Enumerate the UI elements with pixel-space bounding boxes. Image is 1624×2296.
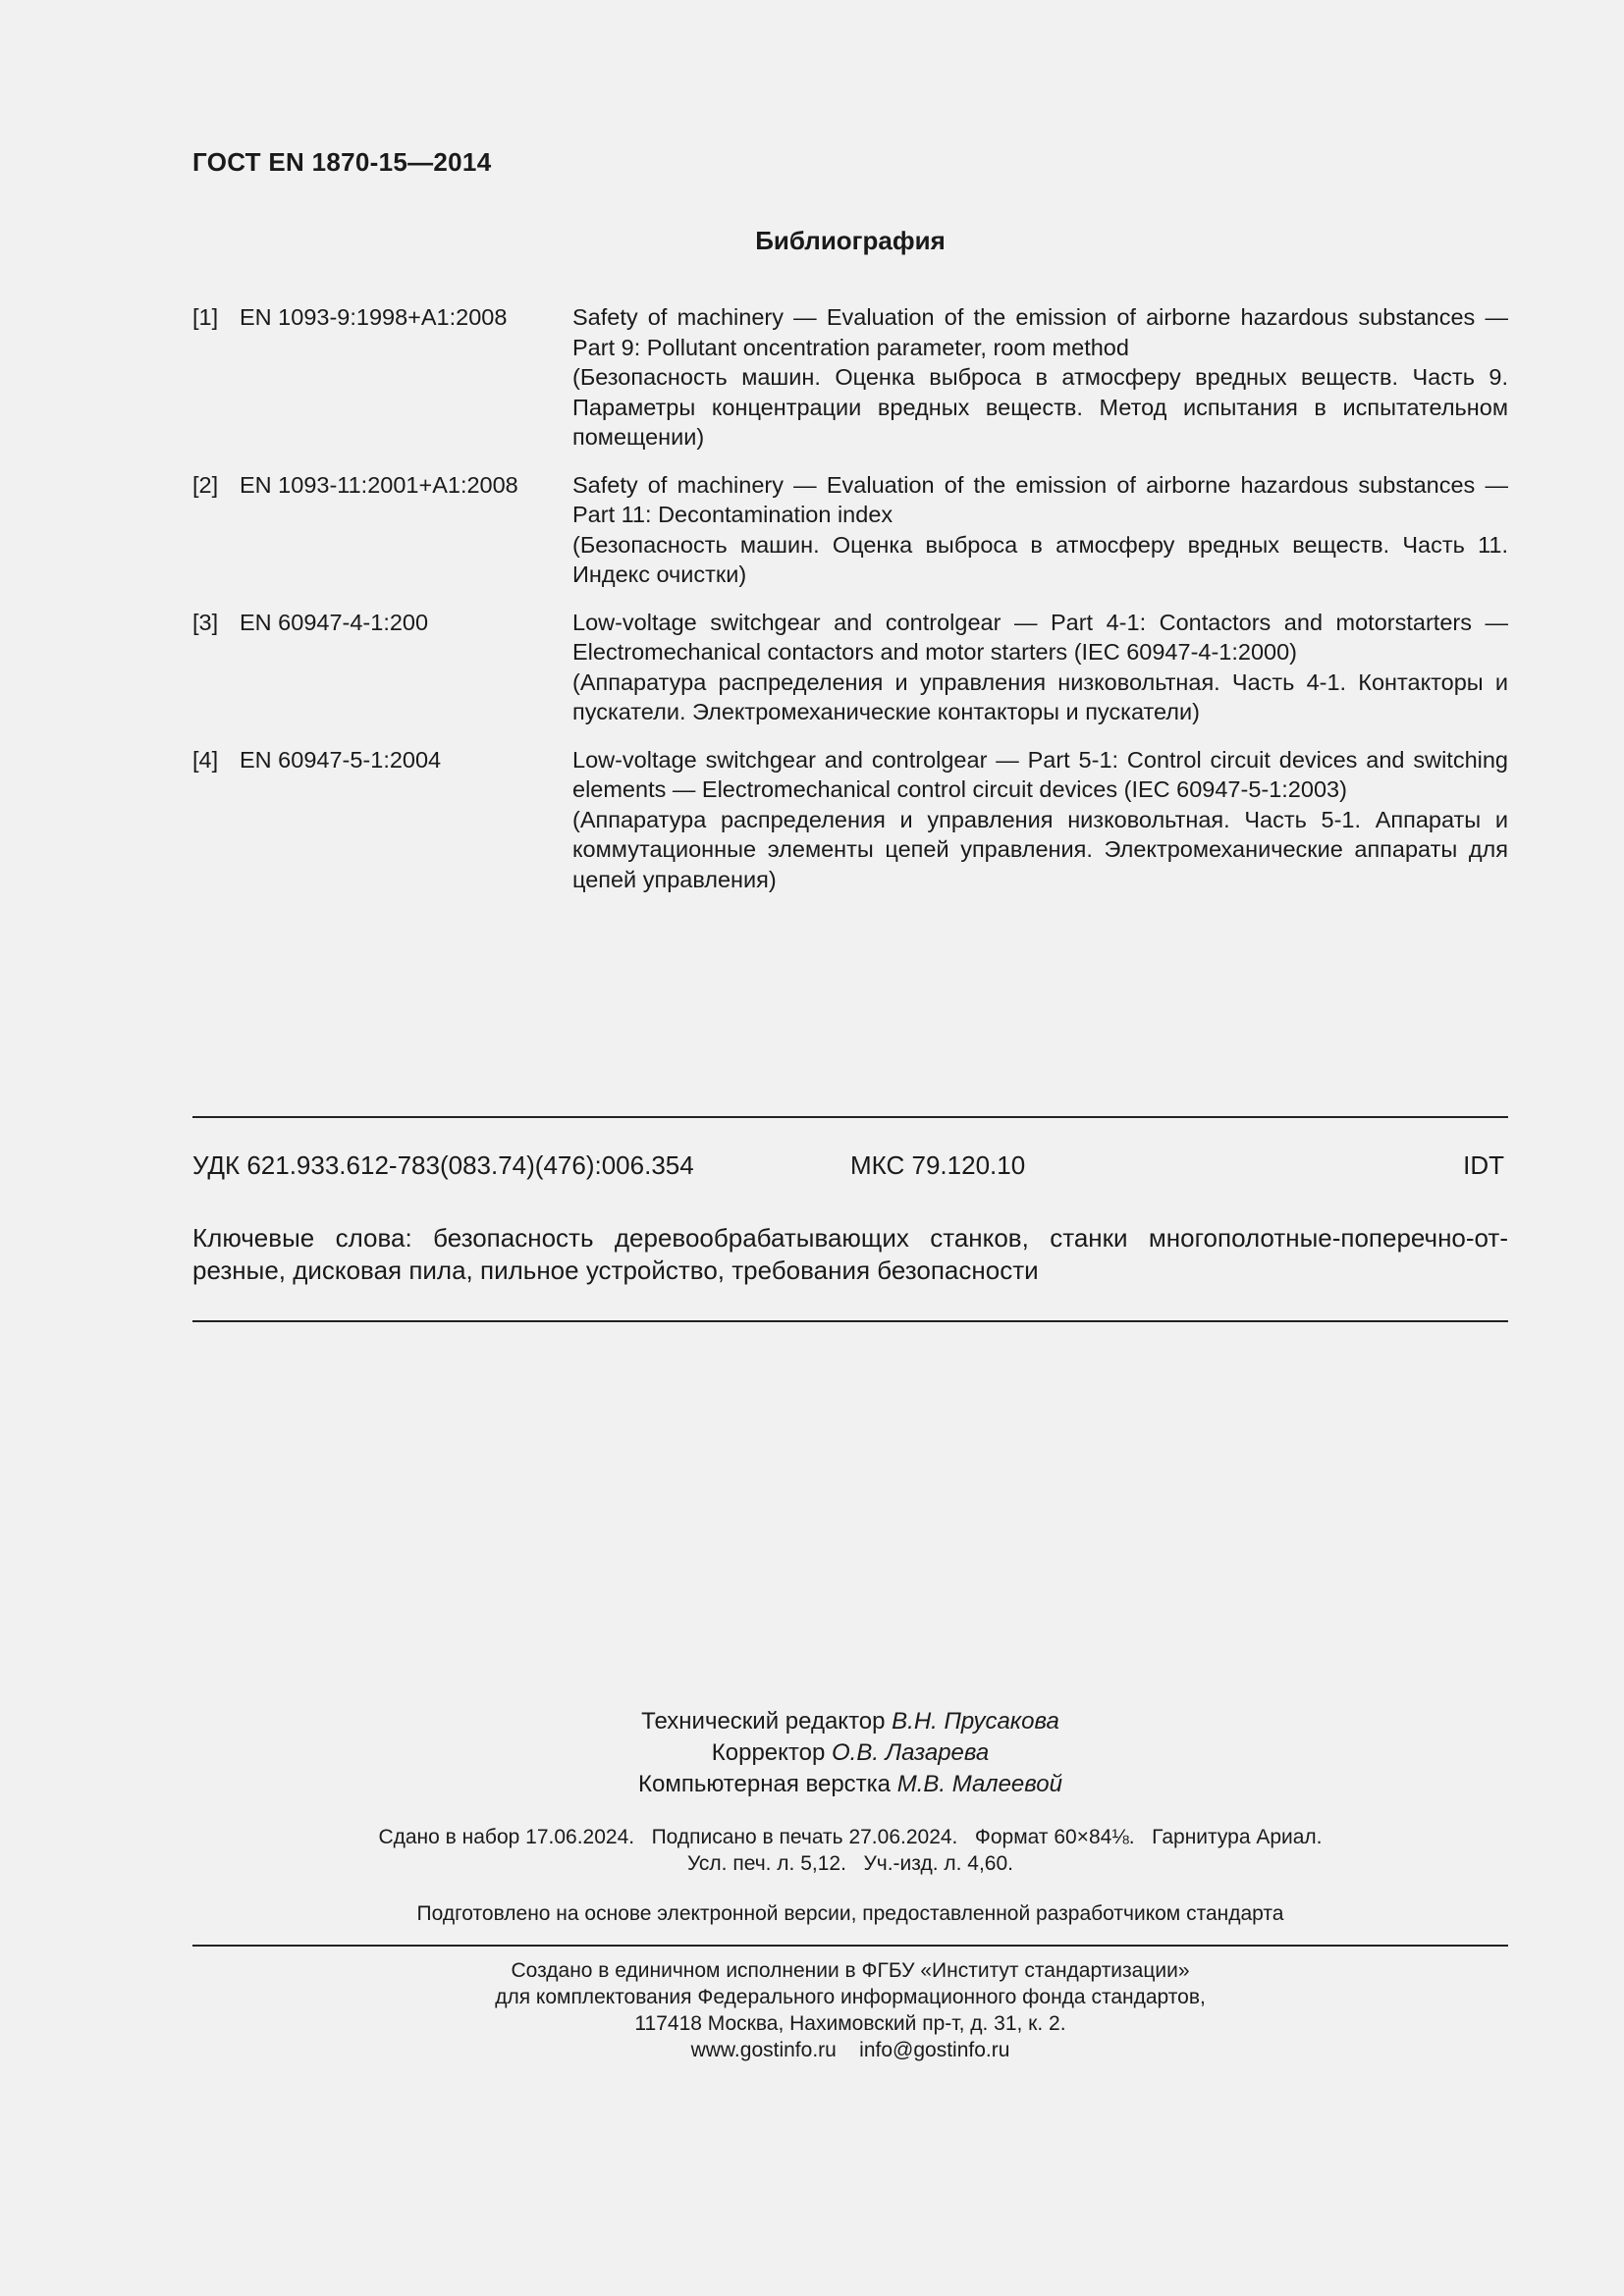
entry-number: [1] [192, 304, 219, 330]
entry-title-ru: (Безопасность машин. Оценка выброса в атмосферу вредных веществ. Часть 9. Параметры концентрации вредных веществ. Метод испытания в испытательном помещении) [572, 364, 1508, 450]
credit-editor [192, 1706, 1508, 1737]
entry-description [572, 608, 1508, 727]
entry-number: [2] [192, 471, 219, 498]
document-id-header: ГОСТ EN 1870-15—2014 [192, 147, 492, 177]
entry-title-ru: (Безопасность машин. Оценка выброса в атмосферу вредных веществ. Часть 11. Индекс очистки) [572, 531, 1508, 587]
entry-description [572, 302, 1508, 453]
credit-layout [192, 1769, 1508, 1800]
print-info-line: Усл. печ. л. 5,12. Уч.-изд. л. 4,60. [686, 1852, 1013, 1875]
publisher-line: Создано в единичном исполнении в ФГБУ «Институт стандартизации» [511, 1959, 1190, 1982]
bibliography-entry [192, 745, 1508, 895]
entry-description [572, 470, 1508, 590]
publisher-block [192, 1957, 1508, 2063]
credit-corrector [192, 1737, 1508, 1769]
divider-top [192, 1116, 1508, 1118]
layout-name: М.В. Малеевой [896, 1771, 1062, 1797]
entry-title-en: Safety of machinery — Evaluation of the emission of airborne hazardous substances — Part 11: Decontamination index [572, 471, 1508, 527]
print-info-block [192, 1824, 1508, 1877]
keywords-paragraph: Ключевые слова: безопасность деревообрабатывающих станков, станки многополотные-поперечно-от-резные, дисковая пила, пильное устройство, требования безопасности [192, 1223, 1508, 1285]
entry-number: [3] [192, 609, 219, 635]
entry-standard-code: EN 1093-11:2001+A1:2008 [240, 471, 518, 498]
entry-standard-code: EN 60947-5-1:2004 [240, 746, 442, 773]
mks-code: МКС 79.120.10 [850, 1150, 1026, 1180]
udk-code: УДК 621.933.612-783(083.74)(476):006.354 [192, 1150, 694, 1180]
prepared-note: Подготовлено на основе электронной версии, предоставленной разработчиком стандарта [416, 1902, 1284, 1925]
entry-title-ru: (Аппаратура распределения и управления низковольтная. Часть 5-1. Аппараты и коммутационные элементы цепей управления. Электромеханические аппараты для цепей управления) [572, 806, 1508, 892]
bibliography-entry [192, 302, 1508, 453]
document-page [192, 0, 1508, 2296]
corrector-label: Корректор [711, 1739, 826, 1766]
corrector-name: О.В. Лазарева [832, 1739, 990, 1766]
entry-title-en: Safety of machinery — Evaluation of the emission of airborne hazardous substances — Part 9: Pollutant oncentration parameter, room method [572, 304, 1508, 360]
entry-title-ru: (Аппаратура распределения и управления низковольтная. Часть 4-1. Контакторы и пускатели. Электромеханические контакторы и пускатели) [572, 668, 1508, 724]
entry-title-en: Low-voltage switchgear and controlgear — Part 5-1: Control circuit devices and switching elements — Electromechanical control circuit devices (IEC 60947-5-1:2003) [572, 746, 1508, 802]
credits-block [192, 1706, 1508, 1800]
editor-name: В.Н. Прусакова [892, 1708, 1059, 1735]
equivalence-code: IDT [1463, 1150, 1504, 1180]
publisher-contacts: www.gostinfo.ru info@gostinfo.ru [690, 2039, 1010, 2061]
divider-bottom [192, 1945, 1508, 1947]
entry-number: [4] [192, 746, 219, 773]
layout-label: Компьютерная верстка [638, 1771, 892, 1797]
entry-title-en: Low-voltage switchgear and controlgear — Part 4-1: Contactors and motorstarters — Electromechanical contactors and motor starters (IEC 60947-4-1:2000) [572, 609, 1508, 665]
print-info-line: Сдано в набор 17.06.2024. Подписано в печать 27.06.2024. Формат 60×84⅛. Гарнитура Ариал. [378, 1826, 1323, 1848]
editor-label: Технический редактор [641, 1708, 886, 1735]
classification-row [192, 1150, 1508, 1186]
publisher-line: для комплектования Федерального информационного фонда стандартов, [495, 1986, 1206, 2008]
bibliography-list [192, 302, 1508, 912]
divider-middle [192, 1320, 1508, 1322]
bibliography-entry [192, 608, 1508, 727]
bibliography-entry [192, 470, 1508, 590]
bibliography-title: Библиография [755, 226, 946, 255]
entry-standard-code: EN 60947-4-1:200 [240, 609, 429, 635]
entry-description [572, 745, 1508, 895]
entry-standard-code: EN 1093-9:1998+A1:2008 [240, 304, 508, 330]
publisher-line: 117418 Москва, Нахимовский пр-т, д. 31, к. 2. [634, 2012, 1066, 2035]
